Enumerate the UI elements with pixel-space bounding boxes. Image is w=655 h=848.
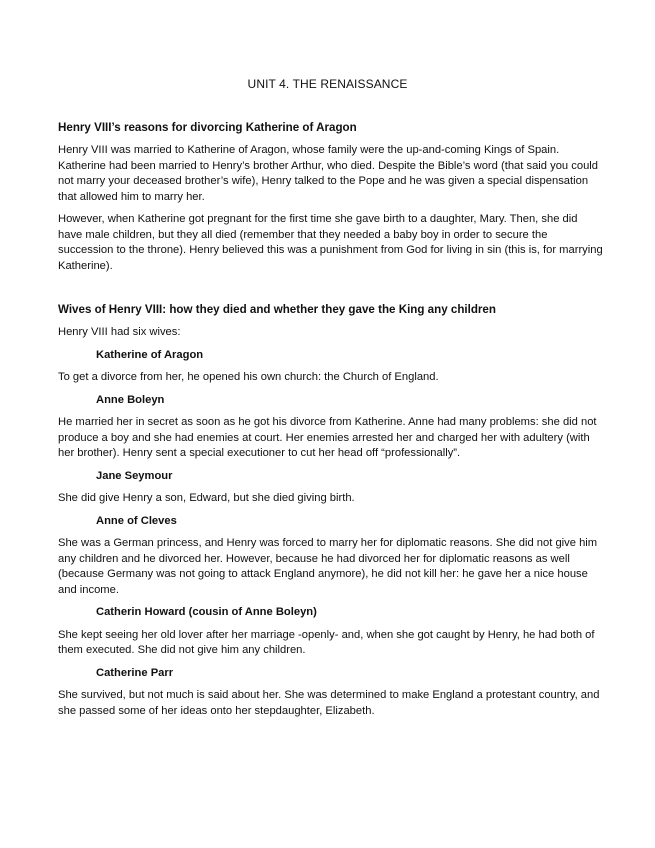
section-spacer bbox=[58, 281, 603, 302]
wife-heading: Jane Seymour bbox=[96, 469, 173, 482]
document-body bbox=[58, 120, 603, 726]
paragraph: Henry VIII was married to Katherine of Aragon, whose family were the up-and-coming Kings of Spain. Katherine had been married to Henry’s brother Arthur, who died. Despite the Bible’s word (that said you could not marry your deceased brother’s wife), Henry talked to the Pope and he was given a special dispensation that allowed him to marry her. bbox=[58, 144, 599, 203]
paragraph: However, when Katherine got pregnant for the first time she gave birth to a daughter, Mary. Then, she did have male children, but they all died (remember that they needed a baby boy in order to secure the succession to the throne). Henry believed this was a punishment from God for living in sin (this is, for marrying Katherine). bbox=[58, 213, 603, 272]
wife-description: He married her in secret as soon as he got his divorce from Katherine. Anne had many problems: she did not produce a boy and she had enemies at court. Her enemies arrested her and charged her with adultery (with her brother). Henry sent a special executioner to cut her head off “professionally”. bbox=[58, 416, 597, 459]
wife-heading: Catherine Parr bbox=[96, 666, 174, 679]
wife-heading: Catherin Howard (cousin of Anne Boleyn) bbox=[96, 606, 317, 618]
wife-description: To get a divorce from her, he opened his own church: the Church of England. bbox=[58, 371, 439, 383]
wife-heading: Anne Boleyn bbox=[96, 393, 165, 406]
section-heading-divorce-reasons: Henry VIII’s reasons for divorcing Katherine of Aragon bbox=[58, 121, 357, 134]
wife-description: She was a German princess, and Henry was forced to marry her for diplomatic reasons. She did not give him any children and he divorced her. However, because he had divorced her for diplomatic reasons as well (because Germany was not going to attack England anymore), he did not kill her: he gave her a nice house and income. bbox=[58, 537, 598, 596]
wife-description: She survived, but not much is said about her. She was determined to make England a protestant country, and she passed some of her ideas onto her stepdaughter, Elizabeth. bbox=[58, 689, 600, 717]
section-heading-wives: Wives of Henry VIII: how they died and whether they gave the King any children bbox=[58, 303, 496, 316]
wife-description: She did give Henry a son, Edward, but she died giving birth. bbox=[58, 492, 355, 504]
paragraph: Henry VIII had six wives: bbox=[58, 326, 181, 338]
wife-heading: Anne of Cleves bbox=[96, 514, 177, 527]
wife-description: She kept seeing her old lover after her marriage -openly- and, when she got caught by Henry, he had both of them executed. She did not give him any children. bbox=[58, 628, 595, 656]
wife-heading: Katherine of Aragon bbox=[96, 348, 204, 361]
document-title: UNIT 4. THE RENAISSANCE bbox=[247, 77, 408, 91]
